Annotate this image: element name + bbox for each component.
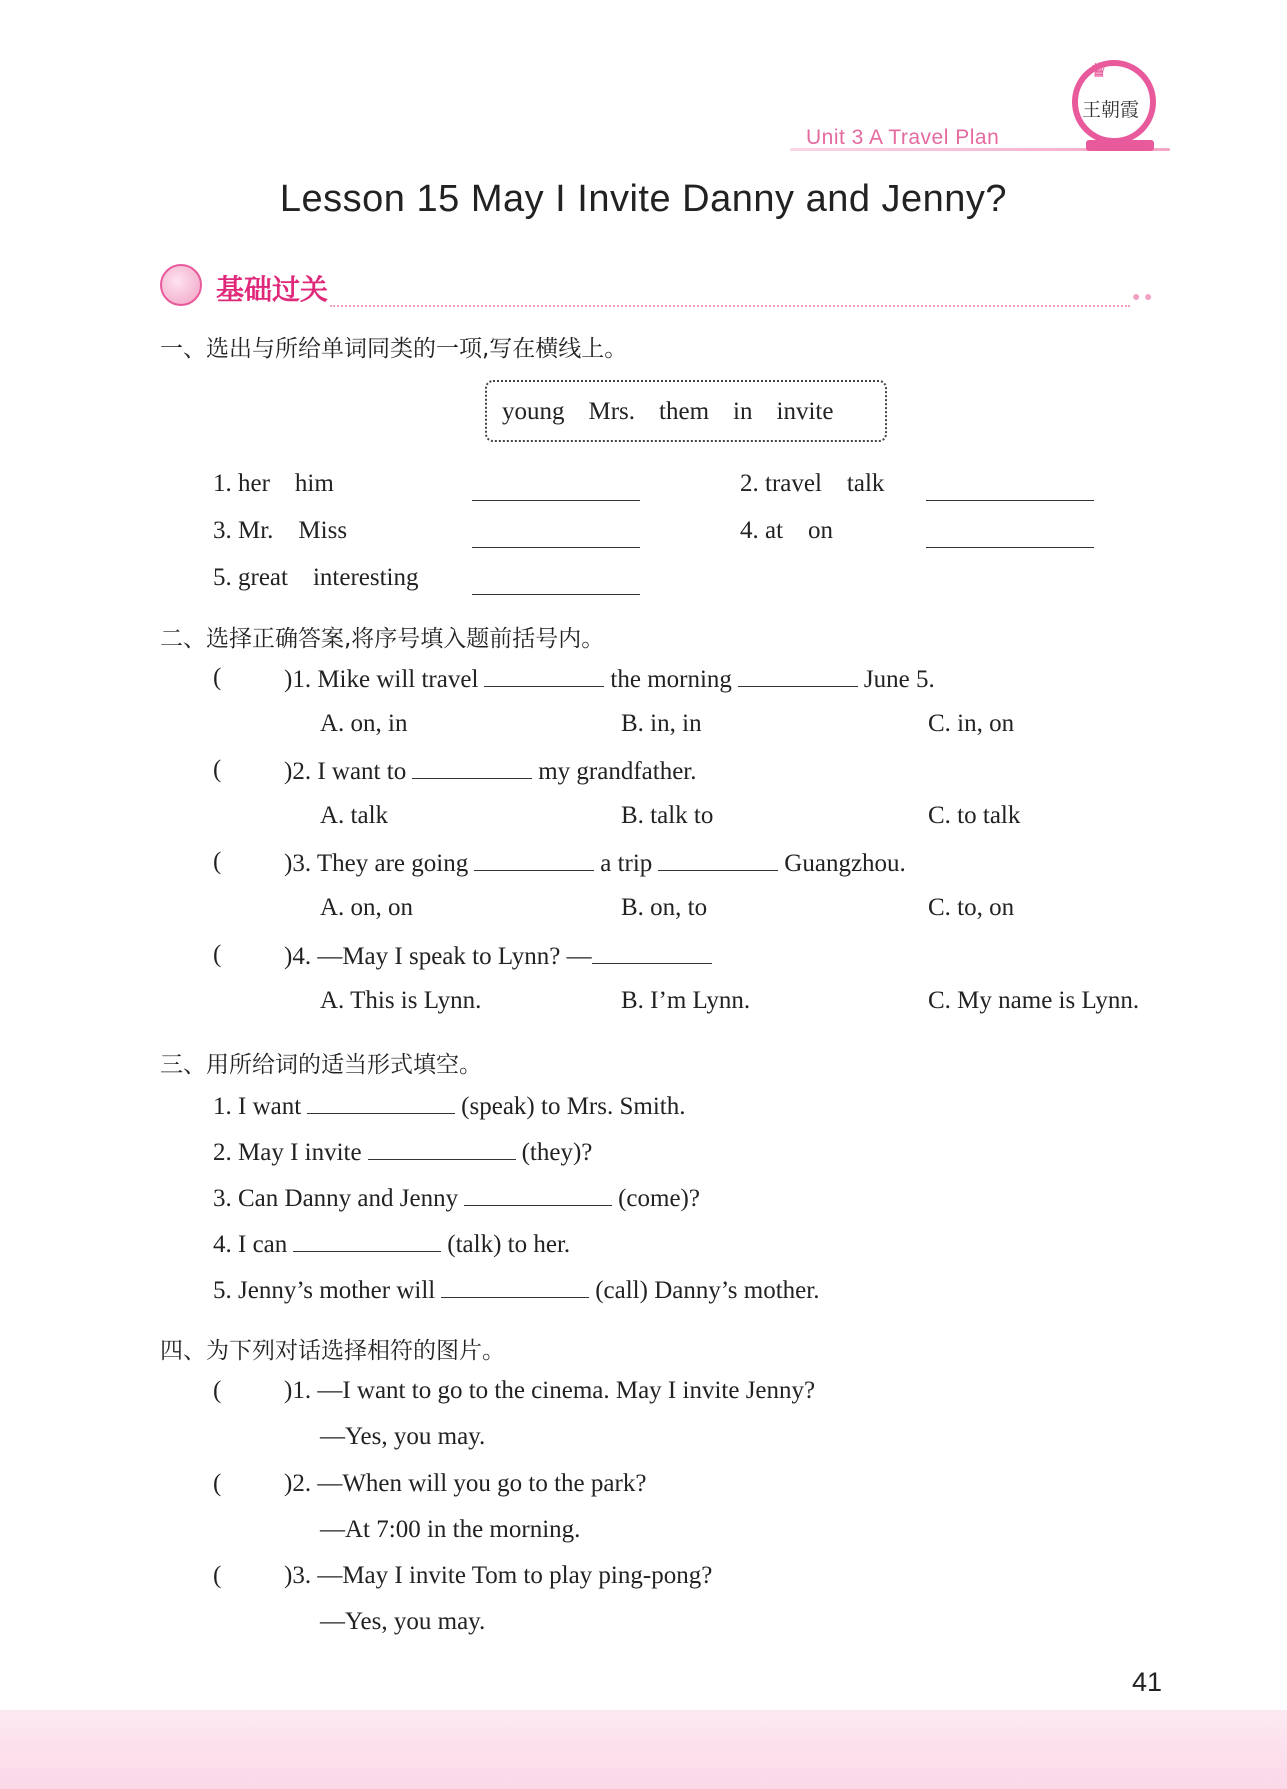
blank[interactable] xyxy=(307,1091,455,1114)
crown-icon: ♛ xyxy=(1090,60,1108,82)
option-c[interactable]: C. to, on xyxy=(928,894,1015,921)
blank[interactable] xyxy=(658,848,778,871)
option-a[interactable]: A. talk xyxy=(320,802,389,829)
option-b[interactable]: B. I’m Lynn. xyxy=(621,987,751,1014)
logo-text: 王朝霞 xyxy=(1082,99,1140,121)
option-c[interactable]: C. to talk xyxy=(928,802,1021,829)
option-c[interactable]: C. My name is Lynn. xyxy=(928,987,1140,1014)
part1-item-2: 2. travel talk xyxy=(740,470,885,497)
page-number: 41 xyxy=(1132,1667,1163,1697)
answer-paren-open[interactable]: ( xyxy=(213,941,222,968)
part3-q1: 1. I want (speak) to Mrs. Smith. xyxy=(213,1093,686,1120)
part4-title: 四、为下列对话选择相符的图片。 xyxy=(160,1338,505,1364)
part1-answer-3[interactable] xyxy=(472,525,640,548)
section-divider xyxy=(330,305,1130,307)
option-a[interactable]: A. This is Lynn. xyxy=(320,987,482,1014)
option-b[interactable]: B. on, to xyxy=(621,894,708,921)
part4-q2-line1: )2. —When will you go to the park? xyxy=(284,1470,647,1497)
word-bank-item: Mrs. xyxy=(588,398,636,425)
part2-q1: )1. Mike will travel the morning June 5. xyxy=(284,666,935,693)
answer-paren-open[interactable]: ( xyxy=(213,1562,222,1589)
blank[interactable] xyxy=(484,664,604,687)
option-a[interactable]: A. on, in xyxy=(320,710,408,737)
blank[interactable] xyxy=(474,848,594,871)
part2-q4: )4. —May I speak to Lynn? — xyxy=(284,941,718,971)
part3-title: 三、用所给词的适当形式填空。 xyxy=(160,1052,482,1078)
part4-q3-line2: —Yes, you may. xyxy=(320,1608,486,1635)
answer-paren-open[interactable]: ( xyxy=(213,664,222,691)
part1-answer-5[interactable] xyxy=(472,572,640,595)
word-bank-item: in xyxy=(733,398,753,425)
blank[interactable] xyxy=(441,1275,589,1298)
word-bank-item: them xyxy=(659,398,710,425)
part4-q1-line2: —Yes, you may. xyxy=(320,1423,486,1450)
logo-banner xyxy=(1086,140,1154,151)
part1-answer-1[interactable] xyxy=(472,478,640,501)
part1-item-1: 1. her him xyxy=(213,470,334,497)
blank[interactable] xyxy=(592,941,712,964)
word-bank-item: invite xyxy=(776,398,834,425)
part1-item-5: 5. great interesting xyxy=(213,564,419,591)
part3-q4: 4. I can (talk) to her. xyxy=(213,1231,571,1258)
lesson-title: Lesson 15 May I Invite Danny and Jenny? xyxy=(279,178,1008,220)
girl-avatar-icon xyxy=(160,264,202,306)
part2-q3: )3. They are going a trip Guangzhou. xyxy=(284,850,906,877)
option-b[interactable]: B. in, in xyxy=(621,710,702,737)
unit-header: Unit 3 A Travel Plan xyxy=(806,126,1000,149)
part4-q3-line1: )3. —May I invite Tom to play ping-pong? xyxy=(284,1562,713,1589)
part1-item-3: 3. Mr. Miss xyxy=(213,517,348,544)
answer-paren-open[interactable]: ( xyxy=(213,1377,222,1404)
part1-item-4: 4. at on xyxy=(740,517,834,544)
option-c[interactable]: C. in, on xyxy=(928,710,1015,737)
blank[interactable] xyxy=(293,1229,441,1252)
option-b[interactable]: B. talk to xyxy=(621,802,714,829)
part2-title: 二、选择正确答案,将序号填入题前括号内。 xyxy=(160,626,605,652)
part3-q2: 2. May I invite (they)? xyxy=(213,1139,593,1166)
option-a[interactable]: A. on, on xyxy=(320,894,414,921)
word-bank xyxy=(502,398,833,426)
part3-q3: 3. Can Danny and Jenny (come)? xyxy=(213,1185,700,1212)
part1-title: 一、选出与所给单词同类的一项,写在横线上。 xyxy=(160,336,628,362)
part1-answer-2[interactable] xyxy=(926,478,1094,501)
answer-paren-open[interactable]: ( xyxy=(213,756,222,783)
blank[interactable] xyxy=(738,664,858,687)
footer-band xyxy=(0,1710,1287,1789)
section-title: 基础过关 xyxy=(216,273,329,306)
blank[interactable] xyxy=(464,1183,612,1206)
blank[interactable] xyxy=(368,1137,516,1160)
part4-q2-line2: —At 7:00 in the morning. xyxy=(320,1516,581,1543)
word-bank-item: young xyxy=(502,398,565,425)
answer-paren-open[interactable]: ( xyxy=(213,848,222,875)
part2-q2: )2. I want to my grandfather. xyxy=(284,758,697,785)
part4-q1-line1: )1. —I want to go to the cinema. May I invite Jenny? xyxy=(284,1377,816,1404)
part3-q5: 5. Jenny’s mother will (call) Danny’s mother. xyxy=(213,1277,820,1304)
decorative-dots: ● ● xyxy=(1132,290,1153,305)
part1-answer-4[interactable] xyxy=(926,525,1094,548)
answer-paren-open[interactable]: ( xyxy=(213,1470,222,1497)
blank[interactable] xyxy=(412,756,532,779)
